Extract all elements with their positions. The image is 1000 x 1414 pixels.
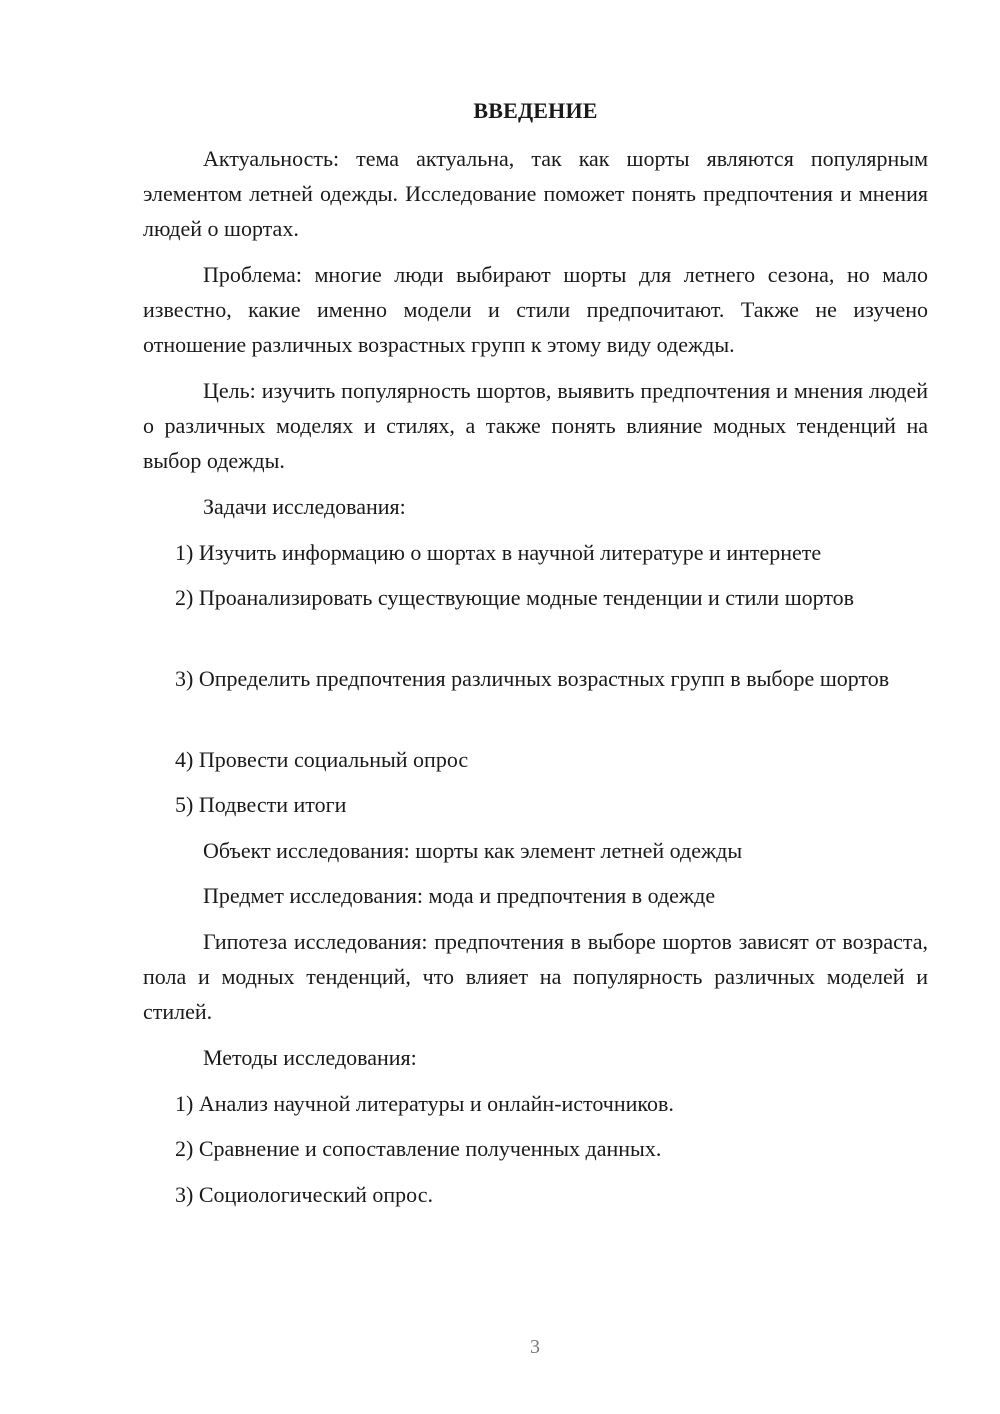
page-title: ВВЕДЕНИЕ	[473, 98, 598, 123]
task-item-2: 2) Проанализировать существующие модные тенденции и стили шортов	[175, 585, 855, 610]
method-item-3: 3) Социологический опрос.	[175, 1182, 433, 1207]
method-item-1: 1) Анализ научной литературы и онлайн-источников.	[175, 1091, 674, 1116]
task-item-3: 3) Определить предпочтения различных возрастных групп в выборе шортов	[175, 666, 890, 691]
paragraph-problem: Проблема: многие люди выбирают шорты для летнего сезона, но мало известно, какие именно модели и стили предпочитают. Также не изучено отношение различных возрастных групп к этому виду одежды.	[143, 262, 928, 357]
task-item-5: 5) Подвести итоги	[175, 792, 347, 817]
method-item-2: 2) Сравнение и сопоставление полученных данных.	[175, 1136, 662, 1161]
tasks-heading: Задачи исследования:	[203, 494, 406, 519]
paragraph-hypothesis: Гипотеза исследования: предпочтения в выборе шортов зависят от возраста, пола и модных тенденций, что влияет на популярность различных моделей и стилей.	[143, 929, 928, 1024]
paragraph-subject: Предмет исследования: мода и предпочтения в одежде	[203, 883, 716, 908]
paragraph-relevance: Актуальность: тема актуальна, так как шорты являются популярным элементом летней одежды. Исследование поможет понять предпочтения и мнения людей о шортах.	[143, 146, 928, 241]
task-item-4: 4) Провести социальный опрос	[175, 747, 469, 772]
page-number: 3	[530, 1336, 540, 1358]
paragraph-goal: Цель: изучить популярность шортов, выявить предпочтения и мнения людей о различных моделях и стилях, а также понять влияние модных тенденций на выбор одежды.	[143, 378, 928, 473]
task-item-1: 1) Изучить информацию о шортах в научной литературе и интернете	[175, 540, 822, 565]
methods-heading: Методы исследования:	[203, 1045, 417, 1070]
paragraph-object: Объект исследования: шорты как элемент летней одежды	[203, 838, 743, 863]
